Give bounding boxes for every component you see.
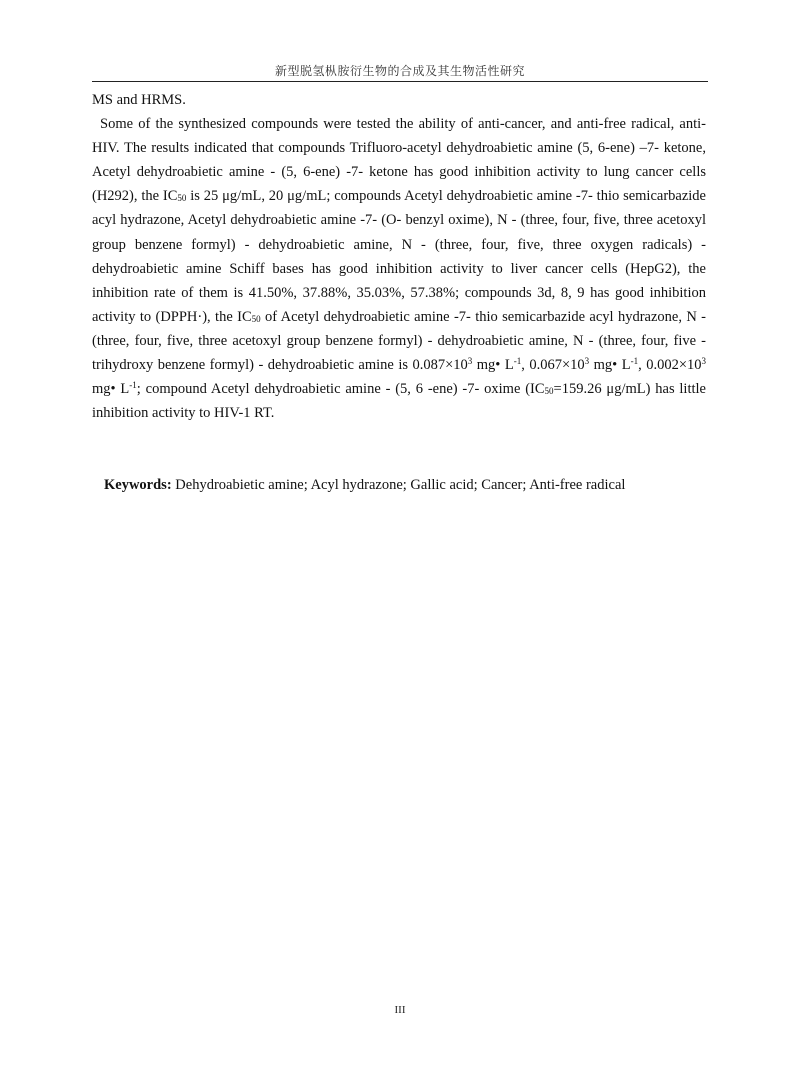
running-header: 新型脱氢枞胺衍生物的合成及其生物活性研究 bbox=[274, 64, 525, 78]
abstract-text: , 0.067×10 bbox=[521, 357, 585, 374]
keywords-line bbox=[104, 473, 706, 497]
abstract-text: mg• L bbox=[92, 381, 130, 398]
subscript: 50 bbox=[177, 193, 187, 204]
abstract-text: mg• L bbox=[472, 357, 514, 374]
subscript: 50 bbox=[251, 313, 261, 324]
abstract-text: =159.26 μg/mL) has little inhibition activity to HIV-1 RT. bbox=[92, 381, 706, 422]
abstract-text: Some of the synthesized compounds were tested the ability of anti-cancer, and anti-free radical, anti-HIV. The results indicated that compounds Trifluoro-acetyl dehydroabietic amine (5, 6-ene) –7- ketone, Acetyl dehydroabietic amine - (5, 6-ene) -7- ketone has good inhibition activity to lung cancer cells (H292), the IC bbox=[92, 116, 706, 205]
superscript: 3 bbox=[467, 356, 473, 367]
page-number: III bbox=[394, 1004, 406, 1016]
abstract-text: , 0.002×10 bbox=[638, 357, 702, 374]
continuation-line: MS and HRMS. bbox=[92, 92, 186, 108]
header-rule bbox=[92, 81, 708, 82]
superscript: -1 bbox=[129, 380, 137, 391]
superscript: -1 bbox=[630, 356, 639, 367]
keywords-text: Dehydroabietic amine; Acyl hydrazone; Gallic acid; Cancer; Anti-free radical bbox=[171, 477, 626, 493]
superscript: 3 bbox=[701, 356, 706, 367]
abstract-text: is 25 μg/mL, 20 μg/mL; compounds Acetyl dehydroabietic amine -7- thio semicarbazide acyl hydrazone, Acetyl dehydroabietic amine -7- (O- benzyl oxime), N - (three, four, five, three acetoxyl group benzene formyl) - dehydroabietic amine, N - (three, four, five, three oxygen radicals) - dehydroabietic amine Schiff bases has good inhibition activity to liver cancer cells (HepG2), the inhibition rate of them is 41.50%, 37.88%, 35.03%, 57.38%; compounds 3d, 8, 9 has good inhibition activity to (DPPH·), the IC bbox=[92, 188, 706, 325]
keywords-label: Keywords: bbox=[104, 477, 172, 493]
abstract-body bbox=[92, 88, 706, 425]
abstract-text: mg• L bbox=[589, 357, 631, 374]
abstract-text: ; compound Acetyl dehydroabietic amine - (5, 6 -ene) -7- oxime (IC bbox=[136, 381, 545, 398]
abstract-paragraph bbox=[92, 112, 706, 425]
superscript: 3 bbox=[584, 356, 590, 367]
subscript: 50 bbox=[544, 386, 554, 397]
superscript: -1 bbox=[513, 356, 522, 367]
abstract-text: of Acetyl dehydroabietic amine -7- thio semicarbazide acyl hydrazone, N - (three, four, five, three acetoxyl group benzene formyl) - dehydroabietic amine, N - (three, four, five - trihydroxy benzene formyl) - dehydroabietic amine is 0.087×10 bbox=[92, 308, 706, 374]
